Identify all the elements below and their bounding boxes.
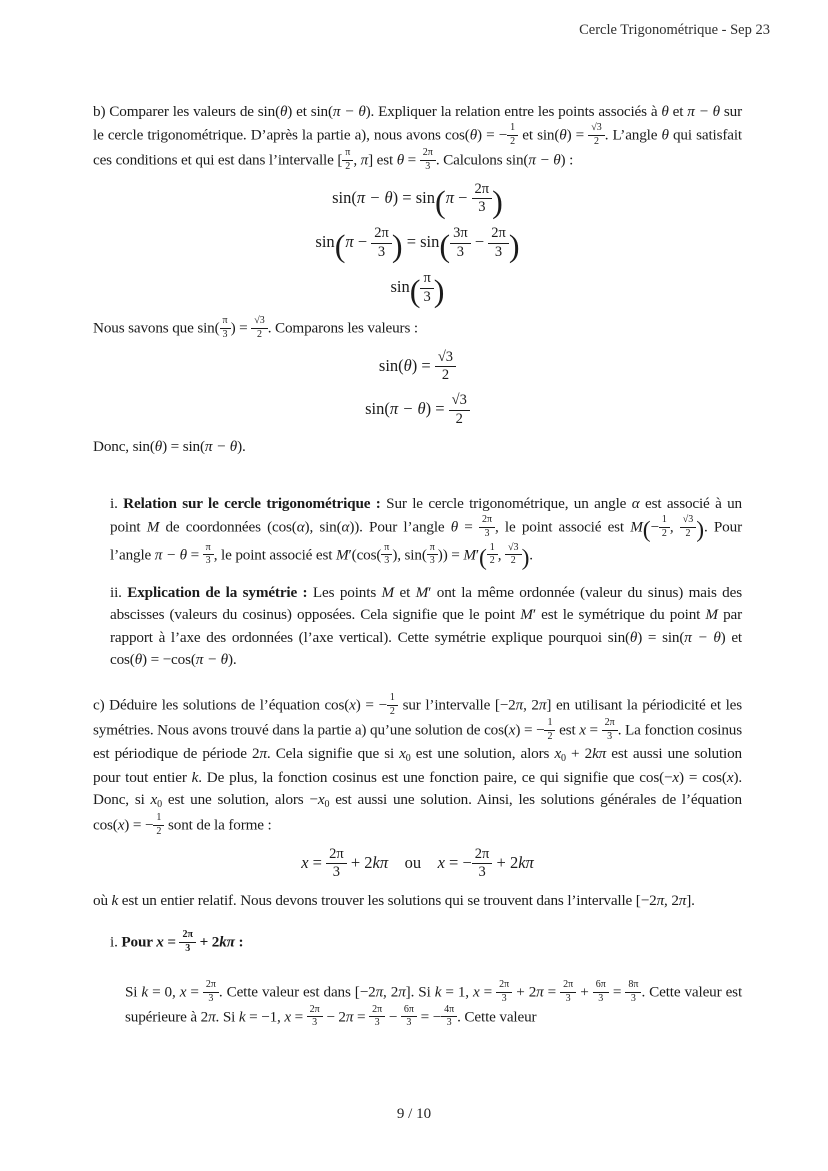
text-run: c) Déduire les solutions de l’équation cos( — [93, 696, 350, 714]
text-run: ) = − — [124, 816, 154, 834]
text-run: , — [497, 545, 506, 563]
text-run: = −1, — [245, 1007, 285, 1025]
fraction: $\frac{2\pi}{3}$ — [602, 718, 618, 743]
text-run: est un entier relatif. Nous devons trouver les solutions qui se trouvent dans l’intervalle [−2 — [118, 892, 657, 909]
text-run: θ — [154, 438, 163, 456]
fraction: $\frac{3\pi}{3}$ — [450, 226, 471, 260]
text-run: ]. Si — [405, 983, 435, 1001]
text-run: , — [353, 151, 361, 169]
text-run: π — [656, 892, 665, 909]
text-run: ′(cos( — [348, 545, 382, 563]
text-run: = − — [444, 852, 472, 872]
text-run: k — [111, 892, 119, 909]
text-run: 0 — [324, 799, 330, 811]
fraction: $\frac{1}{2}$ — [544, 718, 555, 743]
text-run: π — [375, 983, 384, 1001]
text-run: + 2 — [565, 744, 593, 762]
text-run: ( — [479, 544, 487, 571]
text-run: ii. — [110, 584, 128, 602]
text-run: π — [360, 151, 369, 169]
text-run: − — [453, 187, 472, 207]
text-run: x — [579, 721, 586, 739]
text-run: x — [117, 816, 125, 834]
fraction: $\frac{2\pi}{3}$ — [496, 980, 512, 1005]
fraction: $\frac{\pi}{3}$ — [220, 316, 231, 341]
text-run: , le point associé est — [495, 518, 631, 536]
text-run: θ — [403, 355, 412, 375]
text-run: M — [381, 584, 395, 602]
text-run: . — [529, 545, 533, 563]
text-run: , 2 — [383, 983, 399, 1001]
fraction: $\frac{2\pi}{3}$ — [488, 226, 509, 260]
text-run: ] en utilisant la périodicité et les symétries. Nous avons trouvé dans la partie a) qu’une solution de cos( — [93, 696, 742, 739]
text-run: est — [555, 721, 580, 739]
text-run: : — [234, 933, 244, 951]
text-run: x — [156, 933, 164, 951]
fraction: $\frac{\pi}{2}$ — [342, 148, 353, 173]
text-run: . Pour l’angle — [110, 518, 742, 563]
text-run: ) : — [560, 151, 574, 169]
text-run: . Calculons sin( — [435, 151, 529, 169]
page-number: 9 / 10 — [396, 1106, 432, 1122]
text-run: Donc, sin( — [93, 438, 155, 456]
text-run: M — [146, 518, 160, 536]
text-run: + 2 — [492, 852, 519, 872]
text-run: ′ est le symétrique du point — [532, 606, 706, 624]
text-run: π − θ — [687, 103, 720, 120]
text-run: ) — [508, 228, 520, 265]
text-run: π — [345, 232, 354, 252]
text-run: k — [434, 983, 442, 1001]
text-run: ), sin( — [392, 545, 427, 563]
text-run: π — [445, 187, 454, 207]
text-run: π − θ — [154, 545, 187, 563]
fraction: $\frac{2\pi}{3}$ — [179, 930, 196, 955]
text-run: . L’angle — [604, 126, 662, 144]
text-run: = — [308, 852, 327, 872]
text-run: x — [284, 1007, 291, 1025]
text-run: 0 — [561, 752, 566, 764]
text-run: kπ — [518, 852, 534, 872]
paragraph — [93, 436, 742, 458]
text-run: π — [208, 1007, 216, 1025]
text-run: k — [191, 768, 199, 786]
text-run: et — [394, 584, 416, 602]
text-run: est associé à un point — [110, 494, 743, 536]
text-run: θ — [661, 103, 669, 120]
fraction: $\frac{√3}{2}$ — [680, 515, 697, 540]
text-run: ) et cos( — [110, 628, 742, 669]
text-run: M — [415, 584, 429, 602]
text-run: de coordonnées (cos( — [159, 518, 297, 536]
text-run: M — [705, 606, 718, 624]
text-run: + 2 — [346, 852, 373, 872]
text-run: ( — [334, 228, 346, 265]
text-run: + 2 — [512, 983, 537, 1001]
fraction: $\frac{1}{2}$ — [659, 515, 670, 540]
text-run: )) = — [437, 545, 464, 563]
fraction: $\frac{4\pi}{3}$ — [441, 1005, 457, 1030]
text-run: Nous savons que sin( — [93, 319, 220, 337]
text-run: π − θ — [195, 651, 228, 669]
text-run: = — [353, 1007, 370, 1025]
text-run: π − θ — [204, 438, 238, 456]
text-run: ) — [391, 228, 403, 265]
equation — [93, 182, 742, 218]
text-run: . Si — [215, 1007, 239, 1025]
text-run: ) = − — [477, 126, 508, 144]
text-run: 0 — [157, 799, 162, 811]
text-run: π — [536, 983, 544, 1001]
paragraph — [93, 890, 742, 912]
list-item — [110, 493, 742, 570]
text-run: sin( — [365, 398, 390, 418]
text-run: ′ ont la même ordonnée (valeur du sinus) mais des abscisses (valeurs du cosinus) opposées. Cela signifie que le point — [110, 584, 742, 624]
text-run: ) = — [425, 398, 449, 418]
fraction: $\frac{\pi}{3}$ — [381, 543, 392, 568]
text-run: = — [458, 518, 479, 536]
text-run: Explication de la symétrie : — [127, 584, 308, 602]
text-run: ), sin( — [304, 518, 342, 536]
text-run: x — [472, 983, 480, 1001]
text-run: ]. — [686, 892, 695, 909]
text-run: θ — [450, 518, 459, 536]
text-run: ) = cos( — [679, 768, 727, 786]
equation — [93, 350, 742, 384]
text-run: = 0, — [148, 983, 180, 1001]
text-run: x — [179, 983, 187, 1001]
fraction: $\frac{1}{2}$ — [387, 693, 398, 718]
equation — [93, 393, 742, 427]
sub-paragraph — [125, 980, 742, 1029]
text-run: b) Comparer les valeurs de sin( — [93, 103, 280, 120]
fraction: $\frac{2\pi}{3}$ — [371, 226, 392, 260]
text-run: sin — [315, 232, 335, 252]
text-run: ) = sin( — [162, 438, 205, 456]
text-run: ) = − — [515, 721, 545, 739]
text-run: = − — [416, 1007, 442, 1025]
text-run: α — [341, 518, 350, 536]
text-run: π − θ — [528, 151, 561, 169]
text-run: où — [93, 892, 112, 909]
text-run: est une solution, alors − — [161, 791, 318, 809]
text-run: ) — [521, 544, 530, 571]
text-run: et — [668, 103, 688, 120]
text-run: ) — [492, 183, 503, 220]
text-run: x — [672, 768, 680, 786]
paragraph — [93, 316, 742, 341]
text-run: Pour — [121, 933, 157, 951]
text-run: π − θ — [684, 628, 721, 646]
page-header — [0, 0, 828, 39]
text-run: , 2 — [664, 892, 679, 909]
text-run: θ — [134, 651, 143, 669]
text-run: . Cette valeur — [457, 1007, 537, 1025]
equation — [93, 225, 742, 265]
text-run: π — [515, 696, 524, 714]
fraction: $\frac{8\pi}{3}$ — [625, 980, 641, 1005]
text-run: qui satisfait ces conditions et qui est dans l’intervalle [ — [93, 126, 742, 169]
text-run: kπ — [372, 852, 389, 872]
text-run: kπ — [592, 744, 607, 762]
text-run: , le point associé est — [213, 545, 336, 563]
fraction: $\frac{2\pi}{3}$ — [307, 1005, 323, 1030]
text-run: sont de la forme : — [164, 816, 272, 834]
equation — [93, 271, 742, 307]
text-run: π — [345, 1007, 354, 1025]
text-run: sur le cercle trigonométrique. D’après la partie a), nous avons cos( — [93, 103, 742, 144]
fraction: $\frac{√3}{2}$ — [435, 350, 456, 384]
fraction: $\frac{1}{2}$ — [487, 543, 498, 568]
text-run: sin( — [332, 187, 357, 207]
text-run: i. — [110, 933, 122, 951]
fraction: $\frac{2\pi}{3}$ — [369, 1005, 385, 1030]
text-run: Sur le cercle trigonométrique, un angle — [380, 494, 632, 512]
text-run: x — [726, 768, 734, 786]
text-run: = — [163, 933, 180, 951]
text-run: ) = — [230, 319, 252, 337]
fraction: $\frac{2\pi}{3}$ — [326, 847, 347, 881]
text-run: = — [290, 1007, 307, 1025]
text-run: ( — [434, 183, 446, 220]
text-run: kπ — [219, 933, 235, 951]
text-run: ) — [696, 517, 704, 543]
text-run: 0 — [405, 752, 411, 764]
list-heading — [110, 930, 742, 955]
page-footer — [0, 1086, 828, 1171]
text-run: θ — [661, 126, 669, 144]
fraction: $\frac{√3}{2}$ — [449, 393, 470, 427]
text-run: − — [470, 232, 489, 252]
text-run: − 2 — [322, 1007, 346, 1025]
text-run: θ — [559, 126, 567, 144]
text-run: Si — [125, 983, 142, 1001]
text-run: ] est — [368, 151, 397, 169]
text-run: π − θ — [356, 187, 393, 207]
text-run: k — [141, 983, 149, 1001]
text-run: )). Pour l’angle — [349, 518, 451, 536]
text-run: π − θ — [332, 103, 366, 120]
text-run: ) et sin( — [287, 103, 333, 120]
text-run: θ — [279, 103, 288, 120]
fraction: $\frac{\pi}{3}$ — [420, 271, 433, 305]
text-run: x — [437, 852, 445, 872]
text-run: x — [349, 696, 356, 714]
text-run: ( — [439, 228, 451, 265]
text-run: ). — [227, 651, 237, 669]
text-run: ). — [237, 438, 246, 456]
text-run: k — [238, 1007, 246, 1025]
text-run: ou — [388, 852, 438, 872]
text-run: et sin( — [518, 126, 560, 144]
paragraph — [93, 693, 742, 837]
text-run: π — [259, 744, 267, 762]
text-run: . Cette valeur est supérieure à 2 — [125, 983, 743, 1025]
text-run: = — [608, 983, 626, 1001]
text-run: = 1, — [441, 983, 473, 1001]
text-run: ) = − — [355, 696, 387, 714]
text-run: x — [150, 791, 158, 809]
text-run: = — [585, 721, 602, 739]
fraction: $\frac{√3}{2}$ — [251, 316, 268, 341]
fraction: $\frac{6\pi}{3}$ — [401, 1005, 417, 1030]
text-run: ) = −cos( — [142, 651, 196, 669]
text-run: ). Expliquer la relation entre les points associés à — [365, 103, 662, 120]
text-run: ) = sin — [392, 187, 435, 207]
text-run: = — [186, 983, 203, 1001]
fraction: $\frac{2\pi}{3}$ — [420, 148, 436, 173]
text-run: . La fonction cosinus est périodique de période 2 — [93, 721, 742, 762]
text-run: x — [508, 721, 516, 739]
text-run: sin( — [378, 355, 404, 375]
fraction: $\frac{2\pi}{3}$ — [472, 847, 493, 881]
equation — [93, 847, 742, 881]
text-run: θ — [396, 151, 405, 169]
fraction: $\frac{2\pi}{3}$ — [479, 515, 495, 540]
text-run: π — [398, 983, 406, 1001]
text-run: M — [630, 518, 643, 536]
text-run: est aussi une solution. Ainsi, les solutions générales de l’équation cos( — [93, 791, 742, 834]
fraction: $\frac{√3}{2}$ — [588, 123, 605, 148]
text-run: est aussi une solution pour tout entier — [93, 744, 742, 786]
text-run: Les points — [307, 584, 382, 602]
fraction: $\frac{\pi}{3}$ — [203, 543, 214, 568]
text-run: = — [404, 151, 420, 169]
text-run: ). Donc, si — [93, 768, 742, 809]
text-run: ) = — [411, 355, 435, 375]
text-run: − — [385, 1007, 401, 1025]
text-run: est une solution, alors — [410, 744, 555, 762]
text-run: M — [520, 606, 533, 624]
text-run: π — [538, 696, 547, 714]
text-run: = sin — [402, 232, 440, 252]
text-run: x — [301, 852, 309, 872]
text-run: π − θ — [389, 398, 426, 418]
fraction: $\frac{\pi}{3}$ — [427, 543, 438, 568]
text-run: x — [317, 791, 325, 809]
text-run: ( — [409, 272, 421, 309]
text-run: = — [543, 983, 561, 1001]
text-run: , — [669, 518, 680, 536]
text-run: α — [296, 518, 305, 536]
text-run: + 2 — [195, 933, 220, 951]
text-run: π — [678, 892, 687, 909]
fraction: $\frac{√3}{2}$ — [505, 543, 522, 568]
fraction: $\frac{2\pi}{3}$ — [203, 980, 219, 1005]
text-run: M — [335, 545, 349, 563]
text-run: . Comparons les valeurs : — [267, 319, 418, 337]
text-run: ) — [433, 272, 445, 309]
document-content — [93, 101, 742, 1029]
paragraph — [93, 101, 742, 173]
text-run: − — [353, 232, 372, 252]
text-run: ′ — [475, 545, 480, 563]
text-run: ( — [642, 517, 651, 543]
list-item — [110, 582, 742, 671]
text-run: x — [399, 744, 406, 762]
text-run: , 2 — [523, 696, 539, 714]
text-run: − — [650, 518, 659, 536]
text-run: ) = sin( — [637, 628, 685, 646]
fraction: $\frac{2\pi}{3}$ — [560, 980, 576, 1005]
text-run: x — [554, 744, 562, 762]
text-run: . Cette valeur est dans [−2 — [218, 983, 376, 1001]
text-run: α — [631, 494, 640, 512]
text-run: . De plus, la fonction cosinus est une fonction paire, ce qui signifie que cos(− — [198, 768, 673, 786]
text-run: = — [479, 983, 497, 1001]
text-run: i. — [110, 494, 124, 512]
text-run: sin — [390, 277, 410, 297]
text-run: Relation sur le cercle trigonométrique : — [123, 494, 381, 512]
header-title: Cercle Trigonométrique - Sep 23 — [579, 22, 770, 38]
text-run: θ — [629, 628, 638, 646]
text-run: . Cela signifie que si — [266, 744, 400, 762]
fraction: $\frac{2\pi}{3}$ — [472, 182, 493, 216]
text-run: sur l’intervalle [−2 — [397, 696, 516, 714]
text-run: par rapport à l’axe des ordonnées (l’axe vertical). Cette symétrie explique pourquoi sin( — [110, 606, 743, 646]
fraction: $\frac{1}{2}$ — [507, 123, 518, 148]
text-run: = — [186, 545, 203, 563]
text-run: θ — [469, 126, 477, 144]
text-run: M — [463, 545, 476, 563]
text-run: ) = — [566, 126, 589, 144]
fraction: $\frac{1}{2}$ — [153, 813, 164, 838]
fraction: $\frac{6\pi}{3}$ — [593, 980, 609, 1005]
text-run: + — [576, 983, 593, 1001]
